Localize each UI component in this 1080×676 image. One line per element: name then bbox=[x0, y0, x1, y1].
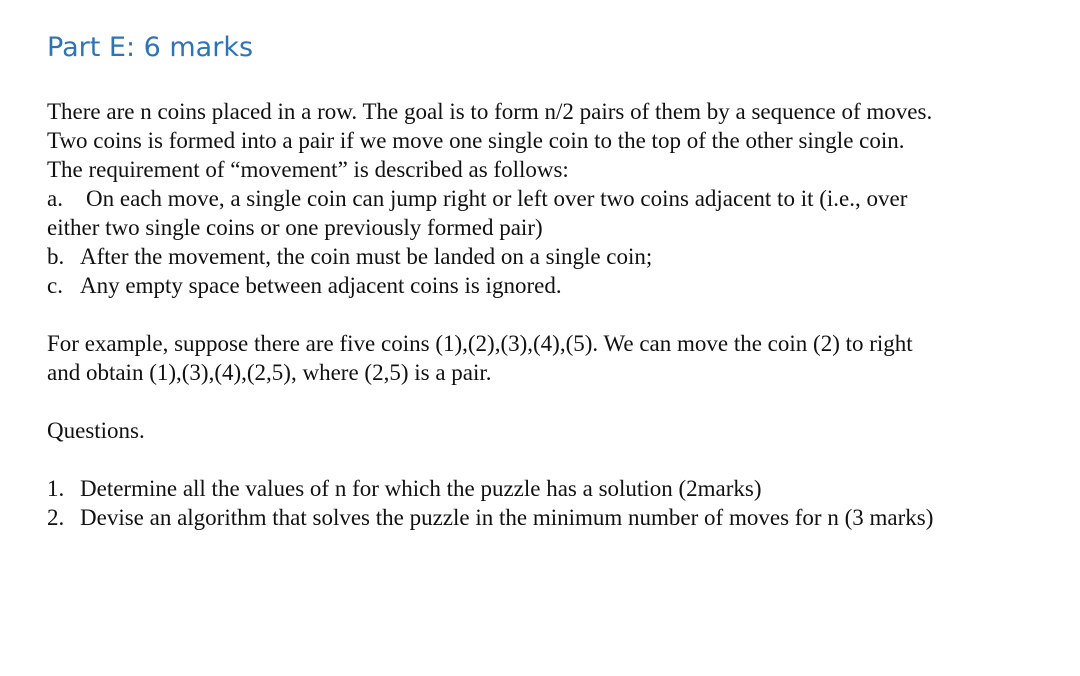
paragraph-gap bbox=[47, 300, 1057, 329]
example-line-2: and obtain (1),(3),(4),(2,5), where (2,5) is a pair. bbox=[47, 360, 492, 385]
requirement-c-marker: c. bbox=[47, 273, 63, 298]
intro-line-3: The requirement of “movement” is described as follows: bbox=[47, 157, 569, 182]
paragraph-gap bbox=[47, 387, 1057, 416]
question-1-marker: 1. bbox=[47, 476, 65, 501]
requirement-a-marker: a. bbox=[47, 186, 63, 211]
requirement-a-continuation: either two single coins or one previously formed pair) bbox=[47, 215, 543, 240]
question-1 bbox=[47, 474, 1057, 503]
requirement-c-text: Any empty space between adjacent coins is ignored. bbox=[80, 273, 562, 298]
question-2-marker: 2. bbox=[47, 505, 65, 530]
example-line-1: For example, suppose there are five coins (1),(2),(3),(4),(5). We can move the coin (2) to right bbox=[47, 331, 913, 356]
requirement-b bbox=[47, 242, 1057, 271]
section-heading: Part E: 6 marks bbox=[47, 32, 254, 63]
intro-line-1: There are n coins placed in a row. The goal is to form n/2 pairs of them by a sequence of moves. bbox=[47, 99, 933, 124]
question-1-text: Determine all the values of n for which the puzzle has a solution (2marks) bbox=[80, 476, 762, 501]
requirement-a bbox=[47, 184, 1057, 213]
requirement-b-text: After the movement, the coin must be landed on a single coin; bbox=[80, 244, 653, 269]
questions-label: Questions. bbox=[47, 418, 145, 443]
paragraph-gap bbox=[47, 445, 1057, 474]
requirement-a-text: On each move, a single coin can jump right or left over two coins adjacent to it (i.e., over bbox=[86, 186, 908, 211]
question-2-text: Devise an algorithm that solves the puzzle in the minimum number of moves for n (3 marks) bbox=[80, 505, 934, 530]
requirement-c bbox=[47, 271, 1057, 300]
problem-body bbox=[47, 97, 1057, 532]
requirement-b-marker: b. bbox=[47, 244, 65, 269]
intro-line-2: Two coins is formed into a pair if we move one single coin to the top of the other single coin. bbox=[47, 128, 905, 153]
question-2 bbox=[47, 503, 1057, 532]
